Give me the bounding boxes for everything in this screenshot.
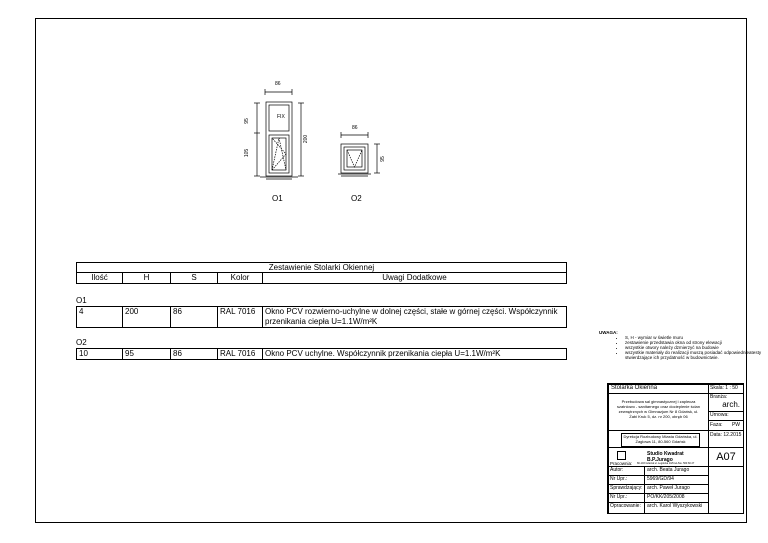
row-value: arch. Karol Wyszykowski: [644, 502, 709, 514]
note-item: • S, H - wymiar w świetle muru: [625, 335, 765, 340]
studio-cell: [608, 447, 709, 467]
client-cell: [608, 430, 709, 448]
note-item: • wszystkie materiały do realizacji muszą posiadać odpowiednieatesty stwierdzające ich przydatność w budownictwie.: [625, 350, 765, 360]
table-row: [76, 306, 567, 328]
notes-block: [599, 330, 765, 360]
schedule-title: Zestawienie Stolarki Okiennej: [76, 262, 567, 273]
o2-caption: O2: [351, 194, 362, 203]
col-header-qty: Ilość: [77, 273, 123, 284]
row-value: PO/KK/205/2008: [644, 493, 709, 503]
cell-s: 86: [171, 349, 218, 360]
table-row: [76, 348, 567, 360]
cell-color: RAL 7016: [218, 349, 263, 360]
o1-total-height-dim: 200: [303, 134, 310, 144]
row-label: Nr Upr.:: [608, 475, 645, 485]
studio-name: Studio Kwadrat B.P.Jurago: [647, 451, 684, 463]
notes-title: UWAGA:: [599, 330, 618, 335]
studio-address: 80-103 Gdańsk ul. Legnicka 10/6 tel./fax. 560 60 27: [637, 462, 695, 465]
group-label-o1: O1: [76, 296, 87, 305]
col-header-notes: Uwagi Dodatkowe: [263, 273, 567, 284]
window-o2-drawing: [338, 132, 380, 176]
o2-height-dim: 95: [379, 156, 386, 162]
studio-logo-box: [617, 451, 626, 460]
date-cell: [708, 430, 744, 448]
schedule-header: [76, 272, 567, 284]
col-header-color: Kolor: [218, 273, 263, 284]
cell-h: 95: [123, 349, 171, 360]
row-value: arch. Paweł Jurago: [644, 484, 709, 494]
row-value: arch. Beata Jurago: [644, 466, 709, 476]
change-label: Urnowa:: [708, 411, 744, 421]
o1-bottom-height-dim: 105: [244, 148, 251, 158]
o1-width-dim: 86: [275, 81, 281, 87]
o1-top-height-dim: 95: [243, 118, 250, 124]
client: Dyrekcja Rozbudowy Miasta Gdańska, ul. Żaglowa 11, 80-560 Gdańsk: [621, 433, 700, 447]
scale: Skala: 1 : 50: [708, 384, 744, 394]
branch-cell: [708, 393, 744, 412]
note-item: • zestawienie przedstawia okna od strony elewacji: [625, 340, 765, 345]
row-label: Autor:: [608, 466, 645, 476]
cell-color: RAL 7016: [218, 307, 263, 328]
cell-s: 86: [171, 307, 218, 328]
row-value: 5969/GD/94: [644, 475, 709, 485]
sheet-number: A07: [708, 447, 744, 467]
branch-label: Branża:: [710, 394, 728, 400]
cell-notes: Okno PCV rozwierno-uchylne w dolnej części, stałe w górnej części. Współczynnik przenikania ciepła U=1.1W/m²K: [263, 307, 567, 328]
phase-value: PW: [731, 422, 740, 428]
cell-notes: Okno PCV uchylne. Współczynnik przenikania ciepła U=1.1W/m²K: [263, 349, 567, 360]
group-label-o2: O2: [76, 338, 87, 347]
phase-label: Faza:: [710, 422, 723, 428]
title-block: [607, 383, 744, 514]
date-value: 12.2015: [723, 432, 742, 438]
o2-width-dim: 86: [352, 125, 358, 131]
cell-h: 200: [123, 307, 171, 328]
col-header-h: H: [123, 273, 171, 284]
branch-value: arch.: [722, 400, 740, 409]
o1-fix-label: FIX: [277, 114, 285, 120]
studio-prefix: Pracownia:: [610, 461, 633, 466]
cell-qty: 4: [77, 307, 123, 328]
col-header-s: S: [171, 273, 218, 284]
row-label: Sprawdzający:: [608, 484, 645, 494]
sheet-title: Stolarka Okienna: [608, 384, 709, 394]
row-label: Nr Upr.:: [608, 493, 645, 503]
o1-caption: O1: [272, 194, 283, 203]
date-label: Data:: [710, 432, 722, 438]
window-elevations: [240, 80, 420, 200]
project-description: Przebudowa sal gimnastycznej i zaplecza szatniowo - sanitarnego oraz docieplenie ścian zewnętrznych w Gimnazjum Nr 8 Gdańsk, ul. Żabi Kruk 5, dz. nr 200, obręb 06: [608, 393, 709, 431]
note-item: • wszystkie otwory należy dzmierzyć na budowie: [625, 345, 765, 350]
row-label: Opracowanie:: [608, 502, 645, 514]
window-o1-drawing: [254, 89, 304, 179]
cell-qty: 10: [77, 349, 123, 360]
